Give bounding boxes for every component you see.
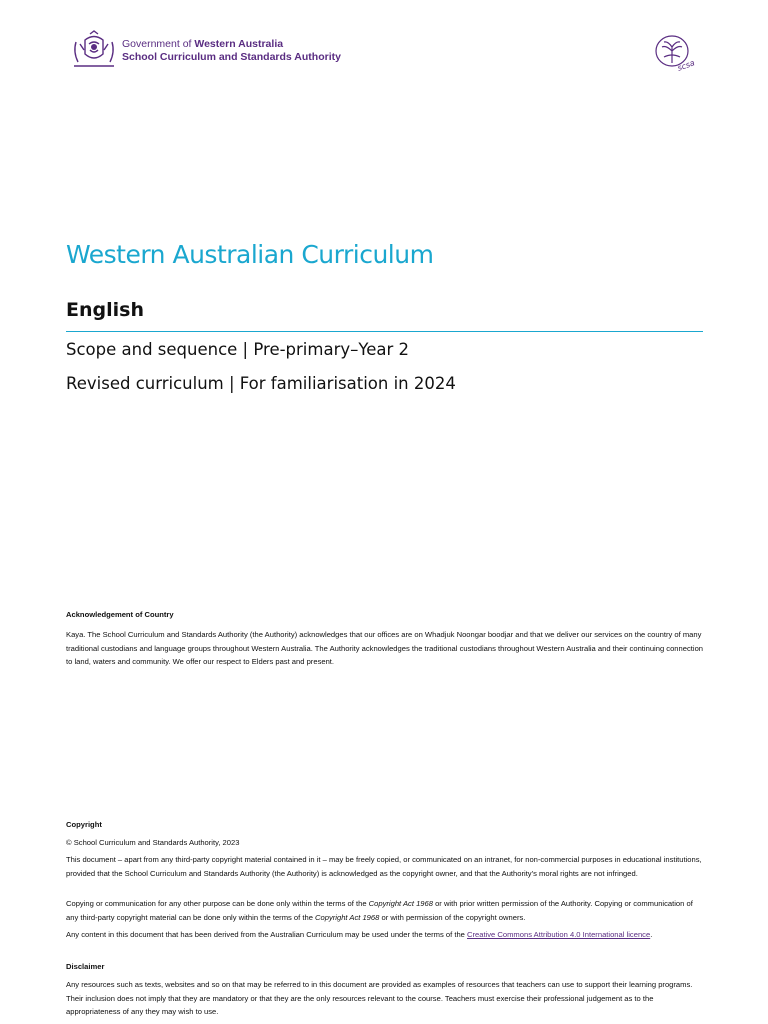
- government-header: [68, 30, 341, 72]
- scsa-logo-icon: [652, 33, 696, 75]
- copyright-heading: Copyright: [66, 820, 102, 829]
- copyright-paragraph-3: [66, 928, 706, 942]
- copyright-p3-text-b: .: [650, 930, 653, 939]
- authority-name: School Curriculum and Standards Authority: [122, 51, 341, 63]
- copyright-p2-text-a: Copying or communication for any other purpose can be done only within the terms of the: [66, 899, 369, 908]
- scsa-logo-text: scsa: [676, 58, 696, 73]
- creative-commons-licence-link[interactable]: Creative Commons Attribution 4.0 International licence: [467, 930, 651, 939]
- revised-subtitle: Revised curriculum | For familiarisation in 2024: [66, 374, 456, 393]
- copyright-p3-text-a: Any content in this document that has been derived from the Australian Curriculum may be used under the terms of the: [66, 930, 467, 939]
- disclaimer-heading: Disclaimer: [66, 962, 105, 971]
- acknowledgement-heading: Acknowledgement of Country: [66, 610, 174, 619]
- subject-heading: English: [66, 299, 144, 321]
- document-title: Western Australian Curriculum: [66, 240, 434, 269]
- copyright-owner: © School Curriculum and Standards Authority, 2023: [66, 838, 240, 847]
- wa-coat-of-arms-icon: [68, 30, 120, 72]
- government-line: [122, 38, 341, 51]
- copyright-p2-text-c: or with permission of the copyright owners.: [379, 912, 526, 922]
- copyright-p2-text-b: or with prior written permission of the Authority. Copying or communication of any third-party copyright material can be done only within the terms of the: [66, 899, 693, 922]
- copyright-act-reference: Copyright Act 1968: [368, 899, 433, 908]
- disclaimer-text: Any resources such as texts, websites and so on that may be referred to in this document are provided as examples of resources that teachers can use to support their learning programs. Their inclusion does not imply that they are mandatory or that they are the only resources relevant to the course. Teachers must exercise their professional judgement as to the appropriateness of any they may wish to use.: [66, 980, 693, 1016]
- title-divider: [66, 331, 703, 332]
- gov-prefix: Government of: [122, 38, 195, 50]
- scope-subtitle: Scope and sequence | Pre-primary–Year 2: [66, 340, 410, 359]
- government-wordmark: [122, 38, 341, 64]
- copyright-paragraph-1: This document – apart from any third-party copyright material contained in it – may be freely copied, or communicated on an intranet, for non-commercial purposes in educational institutions, provided that the School Curriculum and Standards Authority (the Authority) is acknowledged as the copyright owner, and that the Authority’s moral rights are not infringed.: [66, 855, 702, 878]
- acknowledgement-text: Kaya. The School Curriculum and Standards Authority (the Authority) acknowledges that our offices are on Whadjuk Noongar boodjar and that we deliver our services on the country of many traditional custodians and language groups throughout Western Australia. The Authority acknowledges the traditional custodians throughout Western Australia and their continuing connection to land, waters and community. We offer our respect to Elders past and present.: [66, 630, 704, 666]
- gov-state: Western Australia: [194, 38, 284, 50]
- copyright-act-reference-2: Copyright Act 1968: [315, 912, 380, 922]
- copyright-paragraph-2: [66, 897, 706, 924]
